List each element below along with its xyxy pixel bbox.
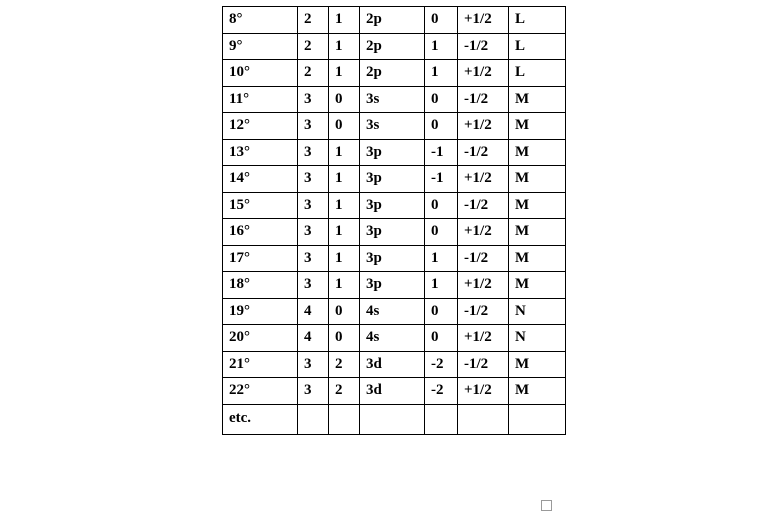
cell-ms — [458, 404, 509, 434]
table-row — [223, 272, 566, 299]
cell-n: 2 — [298, 60, 329, 87]
cell-ml: 0 — [425, 86, 458, 113]
table-row — [223, 139, 566, 166]
cell-subshell: 4s — [360, 298, 425, 325]
cell-ml: 0 — [425, 192, 458, 219]
cell-shell: M — [509, 113, 566, 140]
cell-subshell — [360, 404, 425, 434]
table-row — [223, 60, 566, 87]
cell-shell: M — [509, 192, 566, 219]
cell-shell: N — [509, 325, 566, 352]
cell-ml: -1 — [425, 139, 458, 166]
cell-index: 15° — [223, 192, 298, 219]
cell-ml: 1 — [425, 272, 458, 299]
cell-n: 3 — [298, 166, 329, 193]
cell-n: 2 — [298, 33, 329, 60]
cell-subshell: 3p — [360, 166, 425, 193]
cell-subshell: 2p — [360, 33, 425, 60]
cell-l: 2 — [329, 378, 360, 405]
table-body — [223, 7, 566, 435]
cell-ml: -1 — [425, 166, 458, 193]
cell-index: 13° — [223, 139, 298, 166]
cell-shell: M — [509, 245, 566, 272]
cell-subshell: 3p — [360, 139, 425, 166]
cell-n: 2 — [298, 7, 329, 34]
cell-ms: +1/2 — [458, 378, 509, 405]
cell-shell — [509, 404, 566, 434]
table-row — [223, 219, 566, 246]
table-row-footer — [223, 404, 566, 434]
cell-l: 1 — [329, 60, 360, 87]
cell-l: 1 — [329, 245, 360, 272]
table-row — [223, 378, 566, 405]
cell-n — [298, 404, 329, 434]
cell-subshell: 3s — [360, 113, 425, 140]
cell-ms: +1/2 — [458, 166, 509, 193]
cell-ms: +1/2 — [458, 7, 509, 34]
cell-n: 3 — [298, 351, 329, 378]
cell-n: 4 — [298, 325, 329, 352]
table-row — [223, 33, 566, 60]
cell-l: 1 — [329, 166, 360, 193]
cell-ml: 1 — [425, 245, 458, 272]
cell-index: 19° — [223, 298, 298, 325]
cell-l: 1 — [329, 272, 360, 299]
cell-shell: M — [509, 351, 566, 378]
cell-ml: 0 — [425, 219, 458, 246]
cell-ml: 0 — [425, 325, 458, 352]
cell-subshell: 2p — [360, 7, 425, 34]
cell-ml: -2 — [425, 351, 458, 378]
cell-ms: -1/2 — [458, 351, 509, 378]
cell-ml: 0 — [425, 7, 458, 34]
cell-ms: -1/2 — [458, 298, 509, 325]
cell-l: 0 — [329, 298, 360, 325]
cell-ms: +1/2 — [458, 219, 509, 246]
cell-l: 0 — [329, 113, 360, 140]
cell-ml: 1 — [425, 60, 458, 87]
cell-ms: +1/2 — [458, 272, 509, 299]
cell-index: 20° — [223, 325, 298, 352]
cell-ml: -2 — [425, 378, 458, 405]
cell-ms: +1/2 — [458, 325, 509, 352]
cell-index: 10° — [223, 60, 298, 87]
cell-ms: -1/2 — [458, 139, 509, 166]
cell-subshell: 3d — [360, 351, 425, 378]
cell-shell: L — [509, 60, 566, 87]
cell-l: 1 — [329, 33, 360, 60]
cell-index: 8° — [223, 7, 298, 34]
cell-index: 18° — [223, 272, 298, 299]
cell-shell: M — [509, 139, 566, 166]
cell-shell: M — [509, 86, 566, 113]
cell-n: 3 — [298, 272, 329, 299]
table-row — [223, 245, 566, 272]
quantum-numbers-table — [222, 6, 566, 435]
cell-l: 1 — [329, 139, 360, 166]
cell-ms: +1/2 — [458, 113, 509, 140]
cell-l: 0 — [329, 86, 360, 113]
cell-subshell: 3s — [360, 86, 425, 113]
cell-n: 3 — [298, 113, 329, 140]
cell-subshell: 4s — [360, 325, 425, 352]
table-row — [223, 86, 566, 113]
cell-shell: N — [509, 298, 566, 325]
cell-index: 21° — [223, 351, 298, 378]
cell-ml: 1 — [425, 33, 458, 60]
cell-ms: -1/2 — [458, 86, 509, 113]
cell-index: 11° — [223, 86, 298, 113]
cell-ms: -1/2 — [458, 33, 509, 60]
resize-handle-marker[interactable] — [541, 500, 552, 511]
cell-index: 14° — [223, 166, 298, 193]
cell-ml: 0 — [425, 113, 458, 140]
cell-l: 2 — [329, 351, 360, 378]
cell-ms: -1/2 — [458, 192, 509, 219]
cell-n: 3 — [298, 86, 329, 113]
cell-n: 3 — [298, 192, 329, 219]
cell-index: 17° — [223, 245, 298, 272]
cell-subshell: 3p — [360, 219, 425, 246]
quantum-numbers-table-wrapper — [222, 6, 566, 435]
cell-index: 16° — [223, 219, 298, 246]
cell-shell: M — [509, 166, 566, 193]
cell-subshell: 3p — [360, 245, 425, 272]
table-row — [223, 298, 566, 325]
table-row — [223, 7, 566, 34]
cell-subshell: 3d — [360, 378, 425, 405]
table-row — [223, 113, 566, 140]
cell-ms: +1/2 — [458, 60, 509, 87]
cell-n: 4 — [298, 298, 329, 325]
cell-l — [329, 404, 360, 434]
cell-subshell: 3p — [360, 192, 425, 219]
cell-l: 0 — [329, 325, 360, 352]
table-row — [223, 351, 566, 378]
cell-n: 3 — [298, 219, 329, 246]
cell-subshell: 3p — [360, 272, 425, 299]
cell-index: 22° — [223, 378, 298, 405]
cell-l: 1 — [329, 192, 360, 219]
cell-n: 3 — [298, 139, 329, 166]
cell-shell: M — [509, 272, 566, 299]
cell-shell: M — [509, 219, 566, 246]
table-row — [223, 325, 566, 352]
cell-shell: L — [509, 7, 566, 34]
table-row — [223, 192, 566, 219]
cell-index: 12° — [223, 113, 298, 140]
cell-shell: M — [509, 378, 566, 405]
cell-l: 1 — [329, 7, 360, 34]
table-row — [223, 166, 566, 193]
cell-index: 9° — [223, 33, 298, 60]
cell-ml — [425, 404, 458, 434]
cell-ml: 0 — [425, 298, 458, 325]
cell-n: 3 — [298, 378, 329, 405]
cell-ms: -1/2 — [458, 245, 509, 272]
cell-shell: L — [509, 33, 566, 60]
cell-index: etc. — [223, 404, 298, 434]
cell-subshell: 2p — [360, 60, 425, 87]
cell-n: 3 — [298, 245, 329, 272]
cell-l: 1 — [329, 219, 360, 246]
